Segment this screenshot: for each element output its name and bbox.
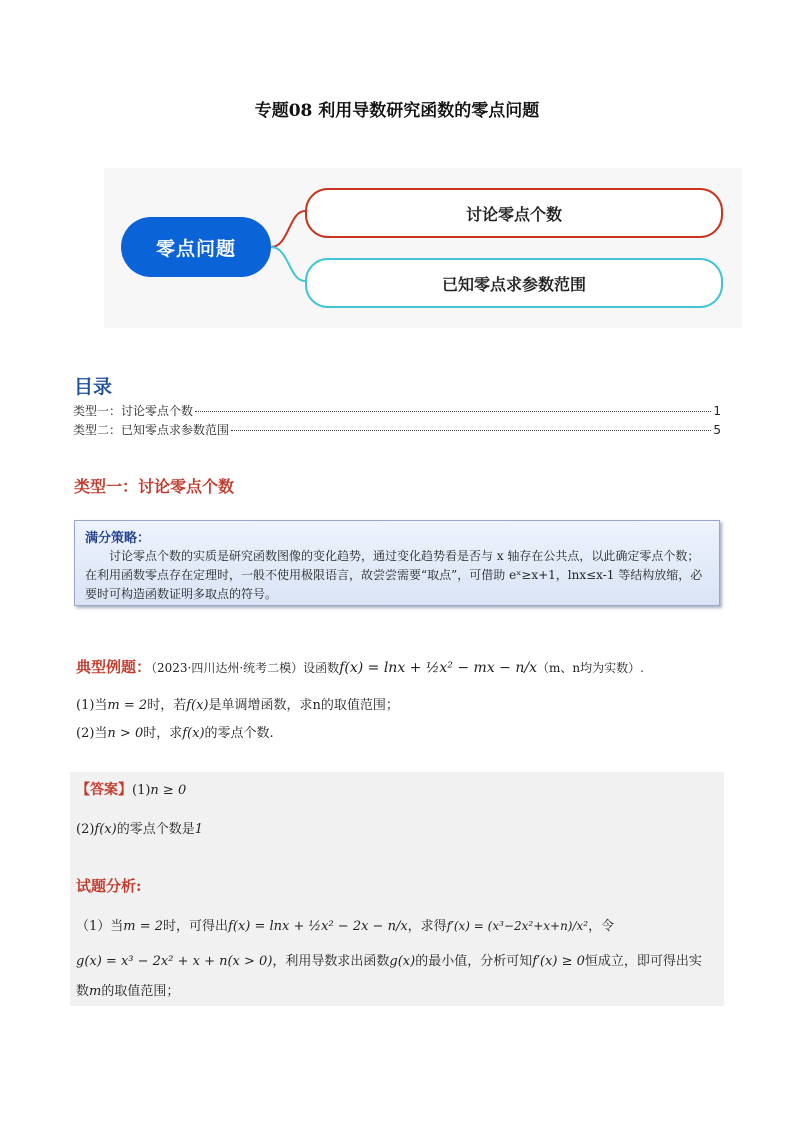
mindmap-branch-count: 讨论零点个数 <box>305 188 723 238</box>
question-2 <box>76 722 274 741</box>
mindmap <box>104 168 742 328</box>
answer-1-prefix: (1) <box>132 783 151 798</box>
analysis-text: 恒成立，即可得出实 <box>584 954 702 969</box>
example-condition: （m、n均为实数）. <box>536 661 644 675</box>
q2-mid: 时，求 <box>143 726 183 741</box>
strategy-text: 讨论零点个数的实质是研究函数图像的变化趋势，通过变化趋势看是否与 x 轴存在公共点，以此确定零点个数；在利用函数零点存在定理时，一般不使用极限语言，故尝尝需要“取点”，可借助 eˣ≥x+1，lnx≤x-1 等结构放缩，必要时可构造函数证明多取点的符号。 <box>85 549 703 601</box>
toc-item-1[interactable] <box>73 402 721 419</box>
example-label: 典型例题： <box>76 658 152 676</box>
toc-item-label: 类型一：讨论零点个数 <box>73 404 194 418</box>
analysis-math: f′(x) = (x³−2x²+x+n)/x² <box>446 919 589 933</box>
toc-dot-leader <box>231 430 711 431</box>
analysis-math: f′(x) ≥ 0 <box>532 954 585 969</box>
answer-2-prefix: (2) <box>76 822 95 837</box>
analysis-text: （1）当 <box>76 919 124 934</box>
answer-line-2 <box>76 818 203 837</box>
connector-branch2 <box>271 247 305 281</box>
connector-branch1 <box>271 211 305 247</box>
q1-fx: f(x) <box>186 698 209 713</box>
analysis-math: f(x) = lnx + ½x² − 2x − n/x <box>228 919 408 934</box>
toc-item-2[interactable] <box>73 421 721 438</box>
analysis-math: m <box>89 984 102 999</box>
mindmap-branch-param: 已知零点求参数范围 <box>305 258 723 308</box>
q2-prefix: (2)当 <box>76 726 108 741</box>
analysis-text: ，令 <box>588 919 615 934</box>
analysis-line-3 <box>76 980 179 999</box>
document-title: 专题08 利用导数研究函数的零点问题 <box>254 101 540 121</box>
toc-item-label: 类型二：已知零点求参数范围 <box>73 423 230 437</box>
q2-fx: f(x) <box>182 726 205 741</box>
strategy-label: 满分策略： <box>85 531 151 546</box>
analysis-math: g(x) <box>389 954 416 969</box>
question-1 <box>76 694 399 713</box>
q2-suffix: 的零点个数. <box>204 726 274 741</box>
strategy-box <box>74 520 720 606</box>
q1-mid: 时，若 <box>147 698 187 713</box>
toc-dot-leader <box>195 411 711 412</box>
analysis-label: 试题分析: <box>76 877 142 895</box>
analysis-text: ，求得 <box>407 919 447 934</box>
answer-2-mid: 的零点个数是 <box>116 822 195 837</box>
analysis-text: 的取值范围； <box>101 984 180 999</box>
answer-1: n ≥ 0 <box>150 783 187 798</box>
example-source: （2023·四川达州·统考二模）设函数 <box>151 661 340 675</box>
q1-condition: m = 2 <box>107 698 148 713</box>
toc-item-page: 5 <box>713 423 721 437</box>
analysis-math: g(x) = x³ − 2x² + x + n(x > 0) <box>76 954 273 969</box>
answer-tag: 【答案】 <box>76 782 132 798</box>
analysis-text: 数 <box>76 984 90 999</box>
analysis-math: m = 2 <box>123 919 164 934</box>
q2-condition: n > 0 <box>107 726 144 741</box>
analysis-line-2 <box>76 950 702 969</box>
mindmap-root: 零点问题 <box>121 217 271 277</box>
answer-2-fx: f(x) <box>94 822 117 837</box>
analysis-text: 时，可得出 <box>163 919 229 934</box>
toc-item-page: 1 <box>713 404 721 418</box>
q1-prefix: (1)当 <box>76 698 108 713</box>
q1-suffix: 是单调增函数，求n的取值范围； <box>208 698 399 713</box>
section-heading: 类型一：讨论零点个数 <box>74 477 235 496</box>
analysis-line-1 <box>76 915 614 934</box>
example-function: f(x) = lnx + ½x² − mx − n/x <box>339 660 537 676</box>
example-line <box>76 656 644 677</box>
toc-heading: 目录 <box>74 376 113 398</box>
analysis-text: 的最小值，分析可知 <box>415 954 533 969</box>
answer-2-value: 1 <box>194 822 204 837</box>
analysis-text: ，利用导数求出函数 <box>272 954 390 969</box>
answer-line-1 <box>76 779 186 799</box>
